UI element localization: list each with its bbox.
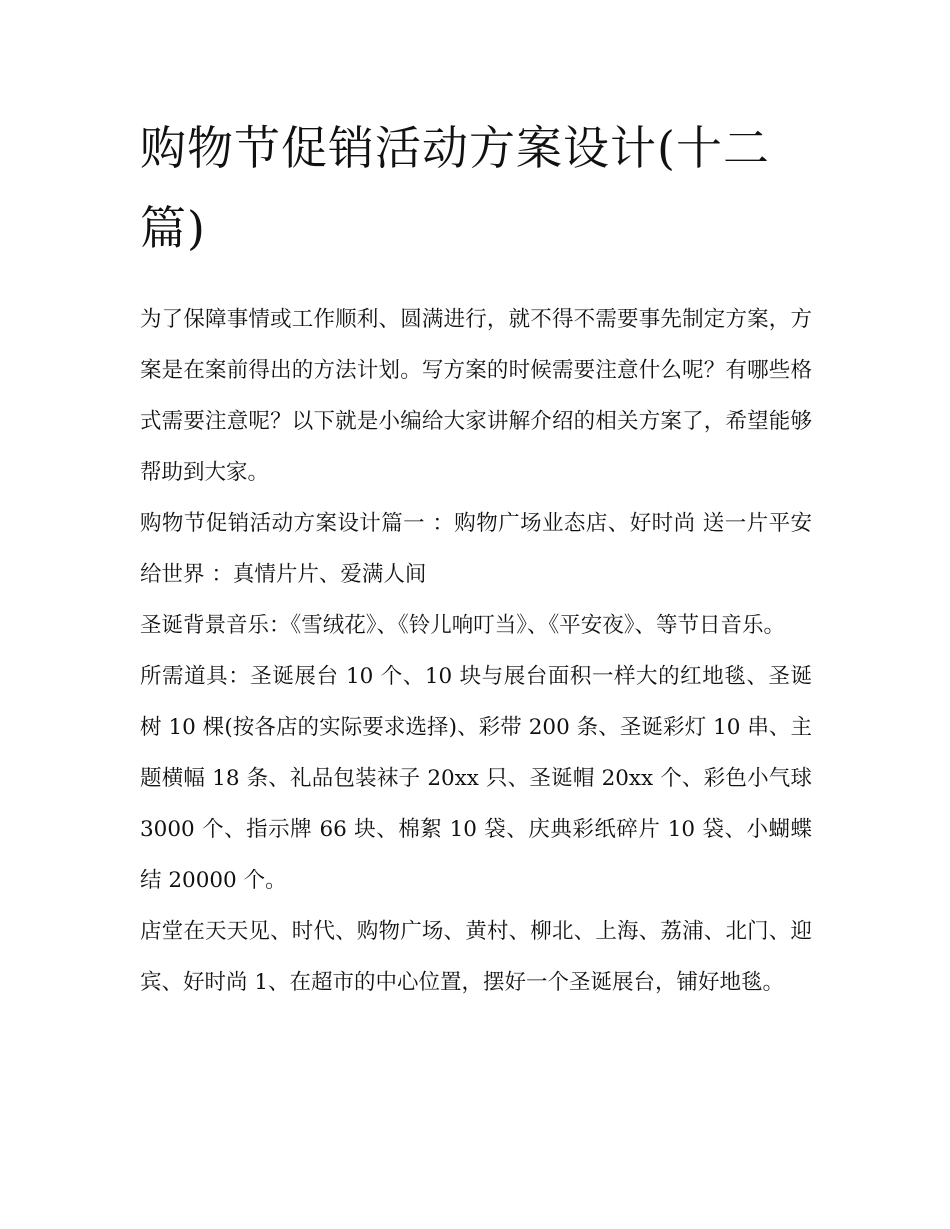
paragraph-stores: 店堂在天天见、时代、购物广场、黄村、柳北、上海、荔浦、北门、迎宾、好时尚 1、在超市的中心位置，摆好一个圣诞展台，铺好地毯。 — [140, 919, 812, 995]
page-title: 购物节促销活动方案设计(十二篇) — [140, 121, 770, 255]
paragraph-intro: 为了保障事情或工作顺利、圆满进行，就不得不需要事先制定方案，方案是在案前得出的方法计划。写方案的时候需要注意什么呢？有哪些格式需要注意呢？以下就是小编给大家讲解介绍的相关方案了，希望能够帮助到大家。 — [140, 307, 812, 485]
paragraph-music: 圣诞背景音乐：《雪绒花》、《铃儿响叮当》、《平安夜》、等节日音乐。 — [140, 613, 786, 638]
document-page — [140, 108, 812, 1008]
paragraph-section-one: 购物节促销活动方案设计篇一 ：购物广场业态店、好时尚 送一片平安给世界 ：真情片片、爱满人间 — [140, 511, 812, 587]
paragraph-props: 所需道具：圣诞展台 10 个、10 块与展台面积一样大的红地毯、圣诞树 10 棵(按各店的实际要求选择)、彩带 200 条、圣诞彩灯 10 串、主题横幅 18 条、礼品包装袜子 20xx 只、圣诞帽 20xx 个、彩色小气球 3000 个、指示牌 66 块、棉絮 10 袋、庆典彩纸碎片 10 袋、小蝴蝶结 20000 个。 — [140, 664, 812, 893]
